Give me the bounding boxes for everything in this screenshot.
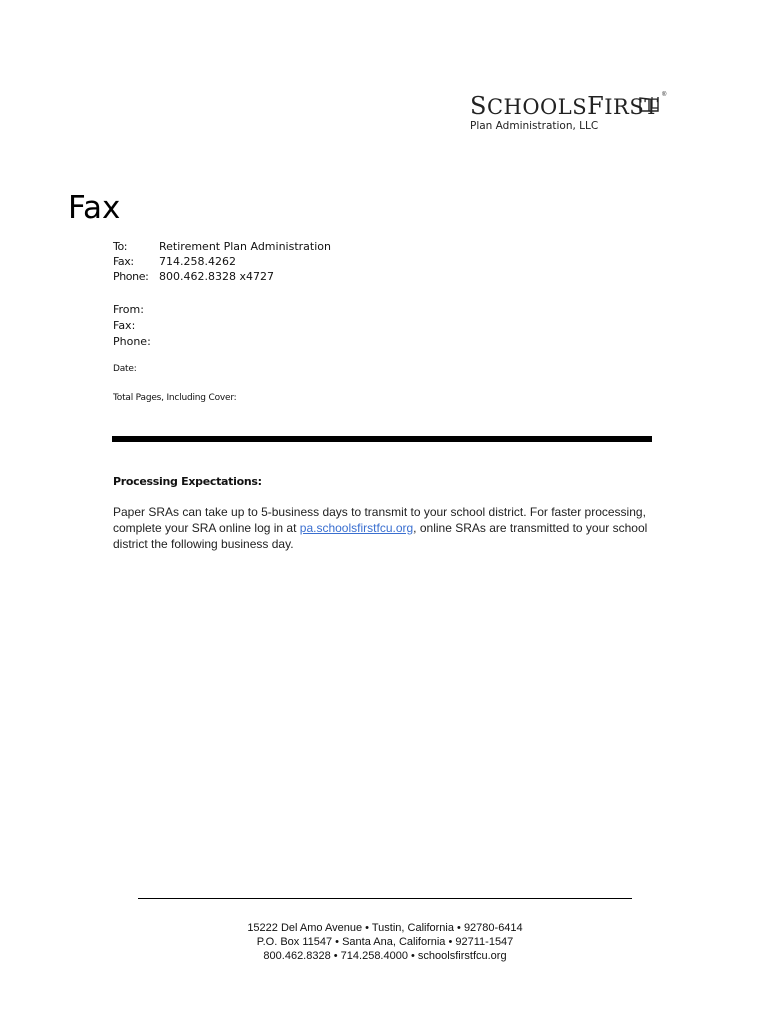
total-pages-label: Total Pages, Including Cover: bbox=[113, 393, 237, 403]
recipient-fax-row bbox=[113, 255, 236, 268]
section-divider bbox=[112, 436, 652, 442]
book-icon bbox=[638, 96, 660, 114]
recipient-fax-label: Fax: bbox=[113, 255, 134, 268]
recipient-fax-value: 714.258.4262 bbox=[159, 255, 236, 268]
logo-wordmark: SCHOOLSFIRST bbox=[470, 92, 659, 120]
processing-heading: Processing Expectations: bbox=[113, 475, 262, 488]
date-label: Date: bbox=[113, 364, 137, 374]
to-row bbox=[113, 240, 331, 253]
logo-subtitle: Plan Administration, LLC bbox=[470, 120, 599, 132]
to-label: To: bbox=[113, 240, 128, 253]
company-logo bbox=[470, 92, 667, 132]
from-label: From: bbox=[113, 303, 144, 316]
portal-link[interactable]: pa.schoolsfirstfcu.org bbox=[299, 521, 414, 535]
sender-fax-label: Fax: bbox=[113, 319, 136, 332]
footer-divider bbox=[138, 898, 632, 899]
trademark-mark: ® bbox=[662, 92, 667, 98]
recipient-phone-value: 800.462.8328 x4727 bbox=[159, 270, 274, 283]
recipient-phone-row bbox=[113, 270, 274, 283]
footer-po-box: P.O. Box 11547 • Santa Ana, California • 92711-1547 bbox=[256, 936, 514, 948]
footer-address bbox=[138, 921, 632, 963]
processing-text-2: , online SRAs are transmitted to your school district the following business day. bbox=[113, 521, 648, 551]
recipient-phone-label: Phone: bbox=[113, 270, 149, 283]
to-value: Retirement Plan Administration bbox=[159, 240, 331, 253]
sender-phone-label: Phone: bbox=[113, 335, 151, 348]
footer-contact: 800.462.8328 • 714.258.4000 • schoolsfirstfcu.org bbox=[263, 950, 507, 962]
page-title: Fax bbox=[68, 190, 121, 226]
processing-text-1: Paper SRAs can take up to 5-business days to transmit to your school district. For faster processing, complete your SRA online log in at bbox=[113, 505, 646, 535]
processing-body bbox=[113, 504, 658, 552]
footer-street-address: 15222 Del Amo Avenue • Tustin, California • 92780-6414 bbox=[247, 922, 523, 934]
